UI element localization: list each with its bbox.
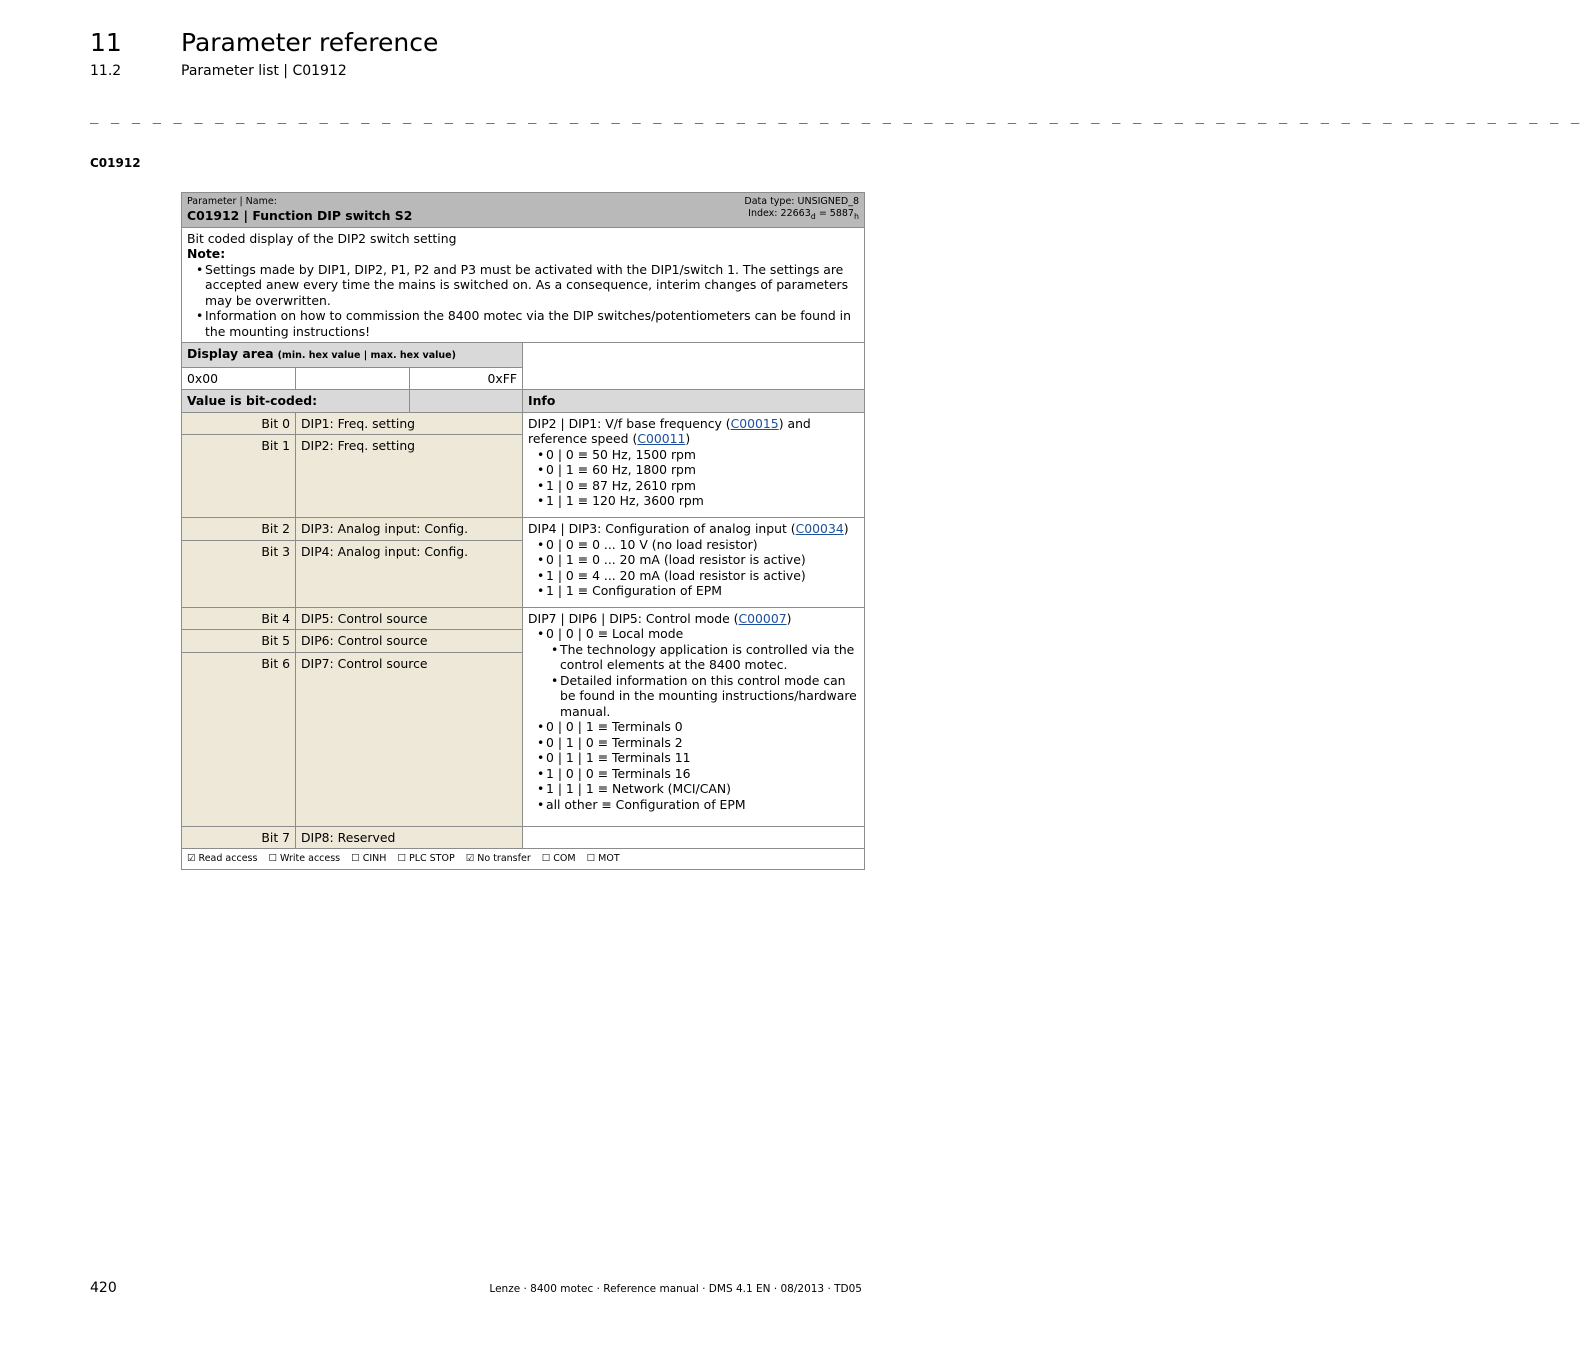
flag-com: ☐ COM [541,853,576,864]
bit-label: Bit 2 [182,518,296,541]
page-number: 420 [90,1280,117,1296]
bit-label: Bit 4 [182,607,296,630]
parameter-name: C01912 | Function DIP switch S2 [187,208,413,223]
min-hex-value: 0x00 [182,367,296,390]
bit-label: Bit 6 [182,652,296,826]
info-analog-input: DIP4 | DIP3: Configuration of analog input (C00034) • 0 | 0 ≡ 0 ... 10 V (no load resistor) • 0 | 1 ≡ 0 ... 20 mA (load resistor is active) • 1 | 0 ≡ 4 ... 20 mA (load resistor is active) • 1 | 1 ≡ Configuration of EPM [523,518,865,608]
parameter-header-row [182,193,865,228]
bit-name: DIP7: Control source [296,652,523,826]
link-c00034[interactable]: C00034 [795,521,844,536]
section-title: Parameter list | C01912 [181,63,347,79]
list-item: • 0 | 1 | 1 ≡ Terminals 11 [528,750,859,766]
parameter-code-title: C01912 [90,156,141,170]
bit-name: DIP5: Control source [296,607,523,630]
list-item: • 0 | 0 ≡ 0 ... 10 V (no load resistor) [528,537,859,553]
list-item: • 0 | 0 ≡ 50 Hz, 1500 rpm [528,447,859,463]
list-item: • 0 | 0 | 1 ≡ Terminals 0 [528,719,859,735]
list-item: • 1 | 1 ≡ Configuration of EPM [528,583,859,599]
note-item: • Settings made by DIP1, DIP2, P1, P2 and P3 must be activated with the DIP1/switch 1. The settings are accepted anew every time the mains is switched on. As a consequence, interim changes of parameters may be overwritten. [187,262,859,309]
name-caption: Parameter | Name: [187,196,277,207]
bit-name: DIP4: Analog input: Config. [296,540,523,607]
table-row [182,412,865,435]
list-item: • 0 | 0 | 0 ≡ Local mode [528,626,859,642]
flag-mot: ☐ MOT [586,853,620,864]
separator-line: _ _ _ _ _ _ _ _ _ _ _ _ _ _ _ _ _ _ _ _ _ _ _ _ _ _ _ _ _ _ _ _ _ _ _ _ _ _ _ _ _ _ _ _ _ _ _ _ _ _ _ _ _ _ _ _ _ _ _ _ _ _ _ _ _ _ _ _ _ _ _ _ [90,108,1581,124]
list-item: • 1 | 0 ≡ 4 ... 20 mA (load resistor is active) [528,568,859,584]
list-item: • 0 | 1 | 0 ≡ Terminals 2 [528,735,859,751]
bit-name: DIP6: Control source [296,630,523,653]
list-item: • 0 | 1 ≡ 0 ... 20 mA (load resistor is active) [528,552,859,568]
display-area-empty-cell [523,343,865,390]
sub-list-item: • The technology application is controlled via the control elements at the 8400 motec. [528,642,859,673]
list-item: • 1 | 0 | 0 ≡ Terminals 16 [528,766,859,782]
display-area-spacer [296,367,410,390]
bit-label: Bit 5 [182,630,296,653]
bit-label: Bit 3 [182,540,296,607]
list-item: • 0 | 1 ≡ 60 Hz, 1800 rpm [528,462,859,478]
description-row [182,227,865,343]
bit-name: DIP8: Reserved [296,826,523,849]
flag-no-transfer: ☑ No transfer [465,853,531,864]
info-control-mode: DIP7 | DIP6 | DIP5: Control mode (C00007) • 0 | 0 | 0 ≡ Local mode • The technology application is controlled via the control elements at the 8400 motec. • Detailed information on this control mode can be found in the mounting instructions/hardware manual. • 0 | 0 | 1 ≡ Terminals 0 • 0 | 1 | 0 ≡ Terminals 2 • 0 | 1 | 1 ≡ Terminals 11 • 1 | 0 | 0 ≡ Terminals 16 • 1 | 1 | 1 ≡ Network (MCI/CAN) • all other ≡ Configuration of EPM [523,607,865,826]
flag-plc-stop: ☐ PLC STOP [397,853,455,864]
list-item: • 1 | 1 | 1 ≡ Network (MCI/CAN) [528,781,859,797]
info-freq-setting: DIP2 | DIP1: V/f base frequency (C00015) and reference speed (C00011) • 0 | 0 ≡ 50 Hz, 1500 rpm • 0 | 1 ≡ 60 Hz, 1800 rpm • 1 | 0 ≡ 87 Hz, 2610 rpm • 1 | 1 ≡ 120 Hz, 3600 rpm [523,412,865,518]
info-header: Info [523,390,865,413]
table-row [182,607,865,630]
info-reserved-empty [523,826,865,849]
display-area-header: Display area (min. hex value | max. hex value) [182,343,523,368]
note-label: Note: [187,246,226,261]
link-c00011[interactable]: C00011 [637,431,686,446]
list-item: • all other ≡ Configuration of EPM [528,797,859,813]
description-text: Bit coded display of the DIP2 switch setting [187,230,457,246]
chapter-title: Parameter reference [181,28,439,57]
data-type: Data type: UNSIGNED_8 [744,196,859,207]
max-hex-value: 0xFF [410,367,523,390]
bit-name: DIP2: Freq. setting [296,435,523,518]
bit-label: Bit 0 [182,412,296,435]
bit-name: DIP1: Freq. setting [296,412,523,435]
table-row [182,518,865,541]
link-c00007[interactable]: C00007 [738,610,787,626]
link-c00015[interactable]: C00015 [730,415,779,431]
bitcoded-header-spacer [410,390,523,413]
bitcoded-header: Value is bit-coded: [182,390,410,413]
bit-name: DIP3: Analog input: Config. [296,518,523,541]
flag-read-access: ☑ Read access [187,853,258,864]
access-flags-row [182,849,865,870]
chapter-number: 11 [90,28,122,57]
parameter-index: Index: $22663_d = 5887_h$ [748,208,859,221]
bit-label: Bit 7 [182,826,296,849]
list-item: • 1 | 1 ≡ 120 Hz, 3600 rpm [528,493,859,509]
table-row [182,826,865,849]
flag-cinh: ☐ CINH [351,853,387,864]
sub-list-item: • Detailed information on this control mode can be found in the mounting instructions/hardware manual. [528,673,859,720]
footer-text: Lenze · 8400 motec · Reference manual · DMS 4.1 EN · 08/2013 · TD05 [489,1283,862,1295]
parameter-table [181,192,865,870]
list-item: • 1 | 0 ≡ 87 Hz, 2610 rpm [528,478,859,494]
bit-label: Bit 1 [182,435,296,518]
note-item: • Information on how to commission the 8400 motec via the DIP switches/potentiometers can be found in the mounting instructions! [187,308,859,339]
flag-write-access: ☐ Write access [268,853,341,864]
section-number: 11.2 [90,63,122,79]
